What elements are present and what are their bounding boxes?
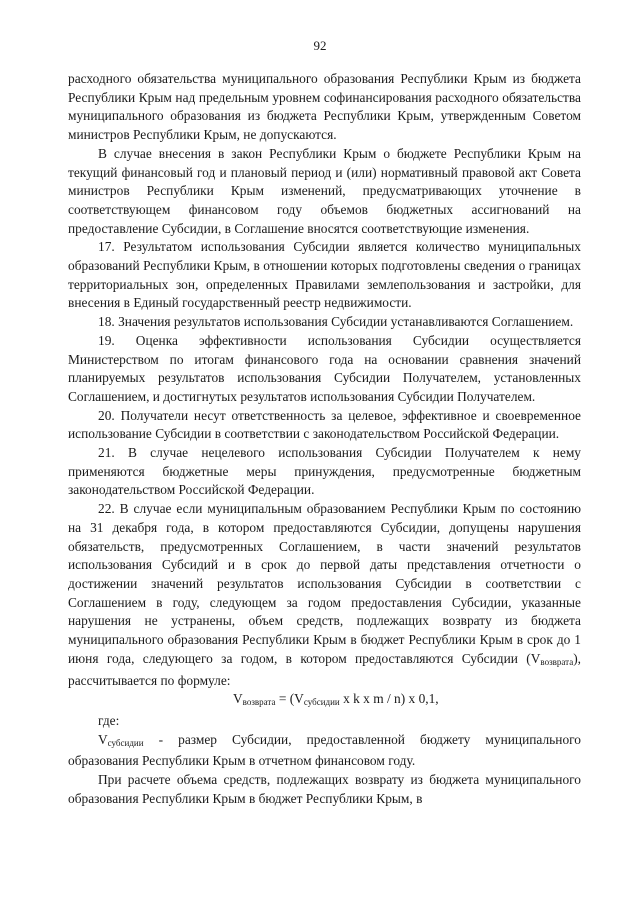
definition-v-subsidy	[68, 731, 581, 771]
paragraph-18: 18. Значения результатов использования Субсидии устанавливаются Соглашением.	[98, 314, 574, 330]
paragraph-amendments: В случае внесения в закон Республики Крым о бюджете Республики Крым на текущий финансовый год и плановый период и (или) нормативный правовой акт Совета министров Республики Крым изменений, предусматривающих уточнение в соответствующем финансовом году объемов бюджетных ассигнований на предоставление Субсидии, в Соглашение вносятся соответствующие изменения.	[68, 145, 581, 236]
document-body	[68, 70, 581, 808]
paragraph-last: При расчете объема средств, подлежащих возврату из бюджета муниципального образования Республики Крым в бюджет Республики Крым, в	[68, 772, 581, 806]
formula-inner-sub: субсидии	[303, 697, 340, 708]
formula-lead: V	[233, 691, 243, 707]
paragraph-21: 21. В случае нецелевого использования Субсидии Получателем к нему применяются бюджетные меры принуждения, предусмотренные бюджетным законодательством Российской Федерации.	[68, 445, 581, 498]
paragraph-22-subscript: возврата	[540, 656, 574, 667]
formula-lead-sub: возврата	[242, 697, 276, 708]
paragraph-continuation: расходного обязательства муниципального образования Республики Крым из бюджета Республики Крым над предельным уровнем софинансирования расходного обязательства муниципального образования из бюджета Республики Крым, утвержденным Советом министров Республики Крым, не допускаются.	[68, 71, 581, 143]
formula	[68, 690, 581, 712]
paragraph-17: 17. Результатом использования Субсидии является количество муниципальных образований Республики Крым, в отношении которых подготовлены сведения о границах территориальных зон, определенных Правилами землепользования и застройки, для внесения в Единый государственный реестр недвижимости.	[68, 239, 581, 311]
definition-symbol: V	[98, 731, 108, 747]
definition-text: - размер Субсидии, предоставленной бюджету муниципального образования Республики Крым в отчетном финансовом году.	[68, 731, 581, 769]
where-label: где:	[98, 712, 120, 728]
definition-symbol-sub: субсидии	[107, 737, 144, 748]
paragraph-22-tail: ), рассчитывается по формуле:	[68, 650, 581, 688]
formula-rest: x k x m / n) x 0,1,	[339, 691, 439, 707]
paragraph-22	[68, 500, 581, 690]
paragraph-22-text: 22. В случае если муниципальным образованием Республики Крым по состоянию на 31 декабря года, в котором предоставляются Субсидии, допущены нарушения обязательств, предусмотренных Соглашением, в части значений результатов использования Субсидий и в срок до первой даты представления отчетности о достижении значений результатов использования Субсидии в соответствии с Соглашением в году, следующем за годом предоставления Субсидии, указанные нарушения не устранены, объем средств, подлежащих возврату из бюджета муниципального образования Республики Крым в бюджет Республики Крым в срок до 1 июня года, следующего за годом, в котором предоставляются Субсидии (V	[68, 501, 581, 666]
formula-eq: = (V	[275, 691, 304, 707]
page-number: 92	[313, 38, 327, 53]
paragraph-19: 19. Оценка эффективности использования Субсидии осуществляется Министерством по итогам финансового года на основании сравнения значений планируемых результатов использования Субсидии Получателем, установленных Соглашением, и достигнутых результатов использования Субсидии Получателем.	[68, 332, 581, 404]
paragraph-20: 20. Получатели несут ответственность за целевое, эффективное и своевременное использование Субсидии в соответствии с законодательством Российской Федерации.	[68, 407, 581, 442]
